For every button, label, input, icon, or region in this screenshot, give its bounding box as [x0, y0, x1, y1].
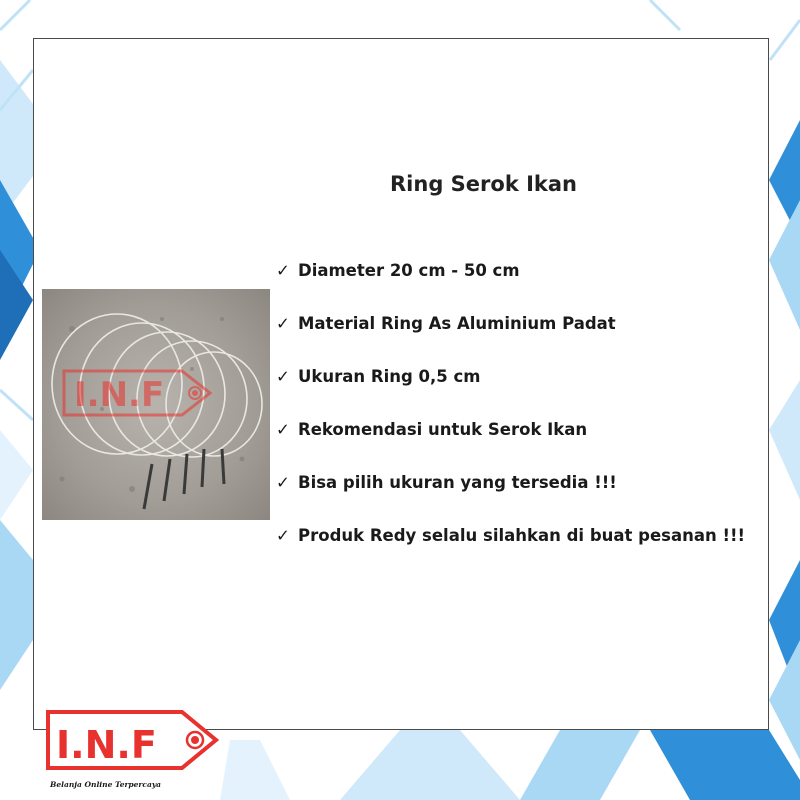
list-item: [276, 415, 745, 468]
feature-text: Bisa pilih ukuran yang tersedia !!!: [298, 473, 617, 492]
feature-text: Ukuran Ring 0,5 cm: [298, 367, 481, 386]
checkmark-icon: ✓: [276, 420, 290, 439]
feature-text: Diameter 20 cm - 50 cm: [298, 261, 520, 280]
feature-text: Produk Redy selalu silahkan di buat pesanan !!!: [298, 526, 746, 545]
list-item: [276, 362, 745, 415]
checkmark-icon: ✓: [276, 526, 290, 545]
product-photo: [42, 289, 270, 520]
list-item: [276, 256, 745, 309]
logo-dot-icon: [191, 736, 199, 744]
checkmark-icon: ✓: [276, 473, 290, 492]
metal-rings-photo: [42, 289, 270, 520]
list-item: [276, 521, 745, 574]
list-item: [276, 309, 745, 362]
checkmark-icon: ✓: [276, 367, 290, 386]
logo-brand-name: I.N.F: [56, 723, 157, 767]
brand-tagline: Belanja Online Terpercaya: [50, 780, 162, 789]
feature-text: Rekomendasi untuk Serok Ikan: [298, 420, 588, 439]
watermark-logo: [64, 371, 210, 415]
product-title: Ring Serok Ikan: [390, 172, 577, 196]
feature-list: [276, 256, 745, 574]
feature-text: Material Ring As Aluminium Padat: [298, 314, 616, 333]
checkmark-icon: ✓: [276, 314, 290, 333]
checkmark-icon: ✓: [276, 261, 290, 280]
svg-text:I.N.F: I.N.F: [74, 375, 165, 415]
list-item: [276, 468, 745, 521]
